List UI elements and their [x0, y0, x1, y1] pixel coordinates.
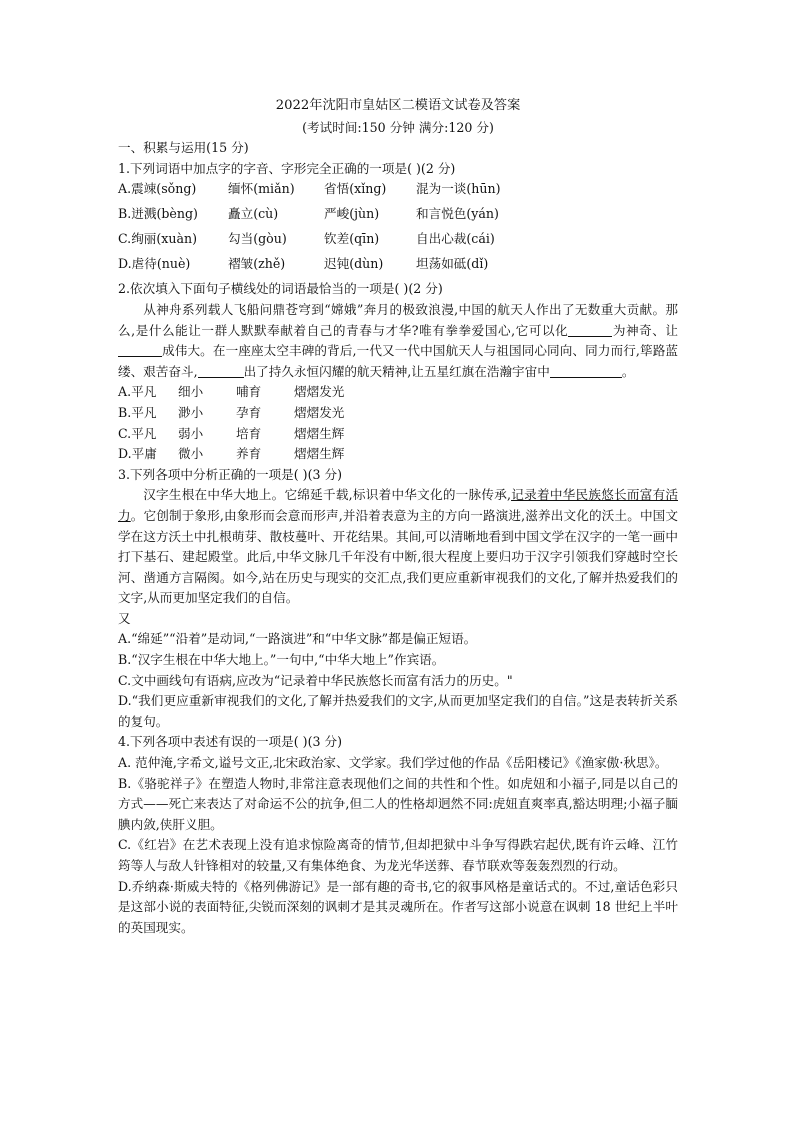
option-c: C.《红岩》在艺术表现上没有追求惊险离奇的情节,但却把狱中斗争写得跌宕起伏,既有许云峰、江竹筠等人与敌人针锋相对的较量,又有集体绝食、为龙光华送葬、春节联欢等轰轰烈烈的行动。	[118, 837, 678, 873]
option-row	[118, 403, 678, 424]
passage-text: 为神奇、让	[612, 322, 678, 338]
option-word: 哺育	[236, 384, 262, 400]
question-4-stem: 4.下列各项中表述有误的一项是( )(3 分)	[118, 734, 343, 750]
option-word: 和言悦色(yán)	[416, 206, 499, 222]
question-2-passage	[118, 300, 678, 382]
option-word: 弱小	[178, 425, 204, 441]
passage-text: 成伟大。在一座座太空丰碑的背后,一代又一代中国航天人与祖国同心同向、同力而行,筚路蓝缕、艰苦奋斗,	[118, 343, 678, 379]
question-3-stem: 3.下列各项中分析正确的一项是( )(3 分)	[118, 466, 343, 482]
option-word: A.平凡	[118, 384, 157, 400]
option-word: 矗立(cù)	[228, 206, 279, 222]
option-word: 严峻(jùn)	[324, 206, 380, 222]
option-word: B.迸溅(bèng)	[118, 206, 198, 222]
option-word: 养育	[236, 446, 262, 462]
option-row	[118, 444, 678, 465]
passage-text: 出了持久永恒闪耀的航天精神,让五星红旗在浩瀚宇宙中	[243, 363, 550, 379]
passage-text: 从神舟系列载人飞船问鼎苍穹到“嫦娥”奔月的极致浪漫,中国的航天人作出了无数重大贡献。那么,是什么能让一群人默默奉献着自己的青春与才华?唯有拳拳爱国心,它可以化	[118, 301, 678, 338]
option-word: B.平凡	[118, 404, 157, 420]
option-word: 自出心裁(cái)	[416, 231, 495, 247]
option-word: D.虐待(nuè)	[118, 256, 191, 272]
option-b: B.《骆驼祥子》在塑造人物时,非常注意表现他们之间的共性和个性。如虎妞和小福子,同是以自己的方式——死亡来表达了对命运不公的抗争,但二人的性格却迥然不同:虎妞直爽率真,豁达明理;小福子腼腆内敛,侠肝义胆。	[118, 775, 678, 832]
option-word: C.绚丽(xuàn)	[118, 231, 198, 247]
option-word: 渺小	[178, 404, 204, 420]
option-word: 熠熠生辉	[294, 446, 345, 462]
option-word: A.震竦(sǒng)	[118, 181, 197, 197]
option-word: 熠熠发光	[294, 384, 345, 400]
option-a: A. 范仲淹,字希文,谥号文正,北宋政治家、文学家。我们学过他的作品《岳阳楼记》《渔家傲·秋思》。	[118, 755, 668, 771]
exam-page	[118, 96, 678, 938]
option-word: 褶皱(zhě)	[228, 256, 286, 272]
option-word: 熠熠生辉	[294, 425, 345, 441]
option-word: D.平庸	[118, 446, 157, 462]
option-word: 细小	[178, 384, 204, 400]
passage-text: 。它创制于象形,由象形而会意而形声,并沿着表意为主的方向一路演进,滋养出文化的沃土。中国文学在这方沃土中扎根萌芽、散枝蔓叶、开花结果。其间,可以清晰地看到中国文学在汉字的一笔一画中打下基石、建起殿堂。此后,中华文脉几千年没有中断,很大程度上要归功于汉字引领我们穿越时空长河、凿通方言隔阂。如今,站在历史与现实的交汇点,我们更应重新审视我们的文化,了解并热爱我们的文字,从而更加坚定我们的自信。	[118, 507, 679, 606]
option-d: D.乔纳森·斯威夫特的《格列佛游记》是一部有趣的奇书,它的叙事风格是童话式的。不过,童话色彩只是这部小说的表面特征,尖锐而深刻的讽刺才是其灵魂所在。作者写这部小说意在讽刺 18 世纪上半叶的英国现实。	[118, 878, 678, 935]
question-2-options	[118, 382, 678, 464]
option-word: 熠熠发光	[294, 404, 345, 420]
fill-blank	[550, 363, 622, 378]
passage-text: 。	[621, 363, 635, 379]
option-word: 钦差(qīn)	[324, 231, 380, 247]
option-c: C.文中画线句有语病,应改为“记录着中华民族悠长而富有活力的历史。"	[118, 672, 513, 688]
question-3-passage	[118, 485, 678, 609]
option-row	[118, 424, 678, 445]
option-row	[118, 204, 678, 229]
exam-info: (考试时间:150 分钟 满分:120 分)	[302, 119, 494, 135]
question-1-options	[118, 179, 678, 279]
section-heading: 一、积累与运用(15 分)	[118, 140, 249, 156]
option-row	[118, 382, 678, 403]
option-word: 微小	[178, 446, 204, 462]
option-row	[118, 254, 678, 279]
option-word: C.平凡	[118, 425, 157, 441]
question-3-options	[118, 629, 678, 732]
stray-character: 又	[118, 610, 131, 626]
option-d: D.“我们更应重新审视我们的文化,了解并热爱我们的文字,从而更加坚定我们的自信。”这是表转折关系的复句。	[118, 693, 678, 729]
option-row	[118, 229, 678, 254]
option-a: A.“绵延”“沿着”是动词,“一路演进”和“中华文脉”都是偏正短语。	[118, 631, 477, 647]
document-title: 2022年沈阳市皇姑区二模语文试卷及答案	[275, 98, 521, 113]
option-word: 孕育	[236, 404, 262, 420]
fill-blank	[568, 322, 612, 337]
option-word: 坦荡如砥(dǐ)	[416, 256, 489, 272]
option-word: 缅怀(miǎn)	[228, 181, 295, 197]
fill-blank	[118, 342, 162, 357]
question-4-options	[118, 753, 678, 938]
option-b: B.“汉字生根在中华大地上。”一句中,“中华大地上”作宾语。	[118, 652, 445, 668]
option-word: 省悟(xǐnɡ)	[324, 181, 387, 197]
option-word: 培育	[236, 425, 262, 441]
passage-text: 汉字生根在中华大地上。它绵延千载,标识着中华文化的一脉传承,	[143, 487, 512, 503]
fill-blank	[198, 363, 244, 378]
option-word: 混为一谈(hūn)	[416, 181, 501, 197]
option-word: 迟钝(dùn)	[324, 256, 384, 272]
question-1-stem: 1.下列词语中加点字的字音、字形完全正确的一项是( )(2 分)	[118, 160, 456, 176]
option-row	[118, 179, 678, 204]
option-word: 勾当(gòu)	[228, 231, 287, 247]
question-2-stem: 2.依次填入下面句子横线处的词语最恰当的一项是( )(2 分)	[118, 281, 443, 297]
underlined-sentence: 记录着中华民族悠长而富有活力	[118, 487, 679, 523]
